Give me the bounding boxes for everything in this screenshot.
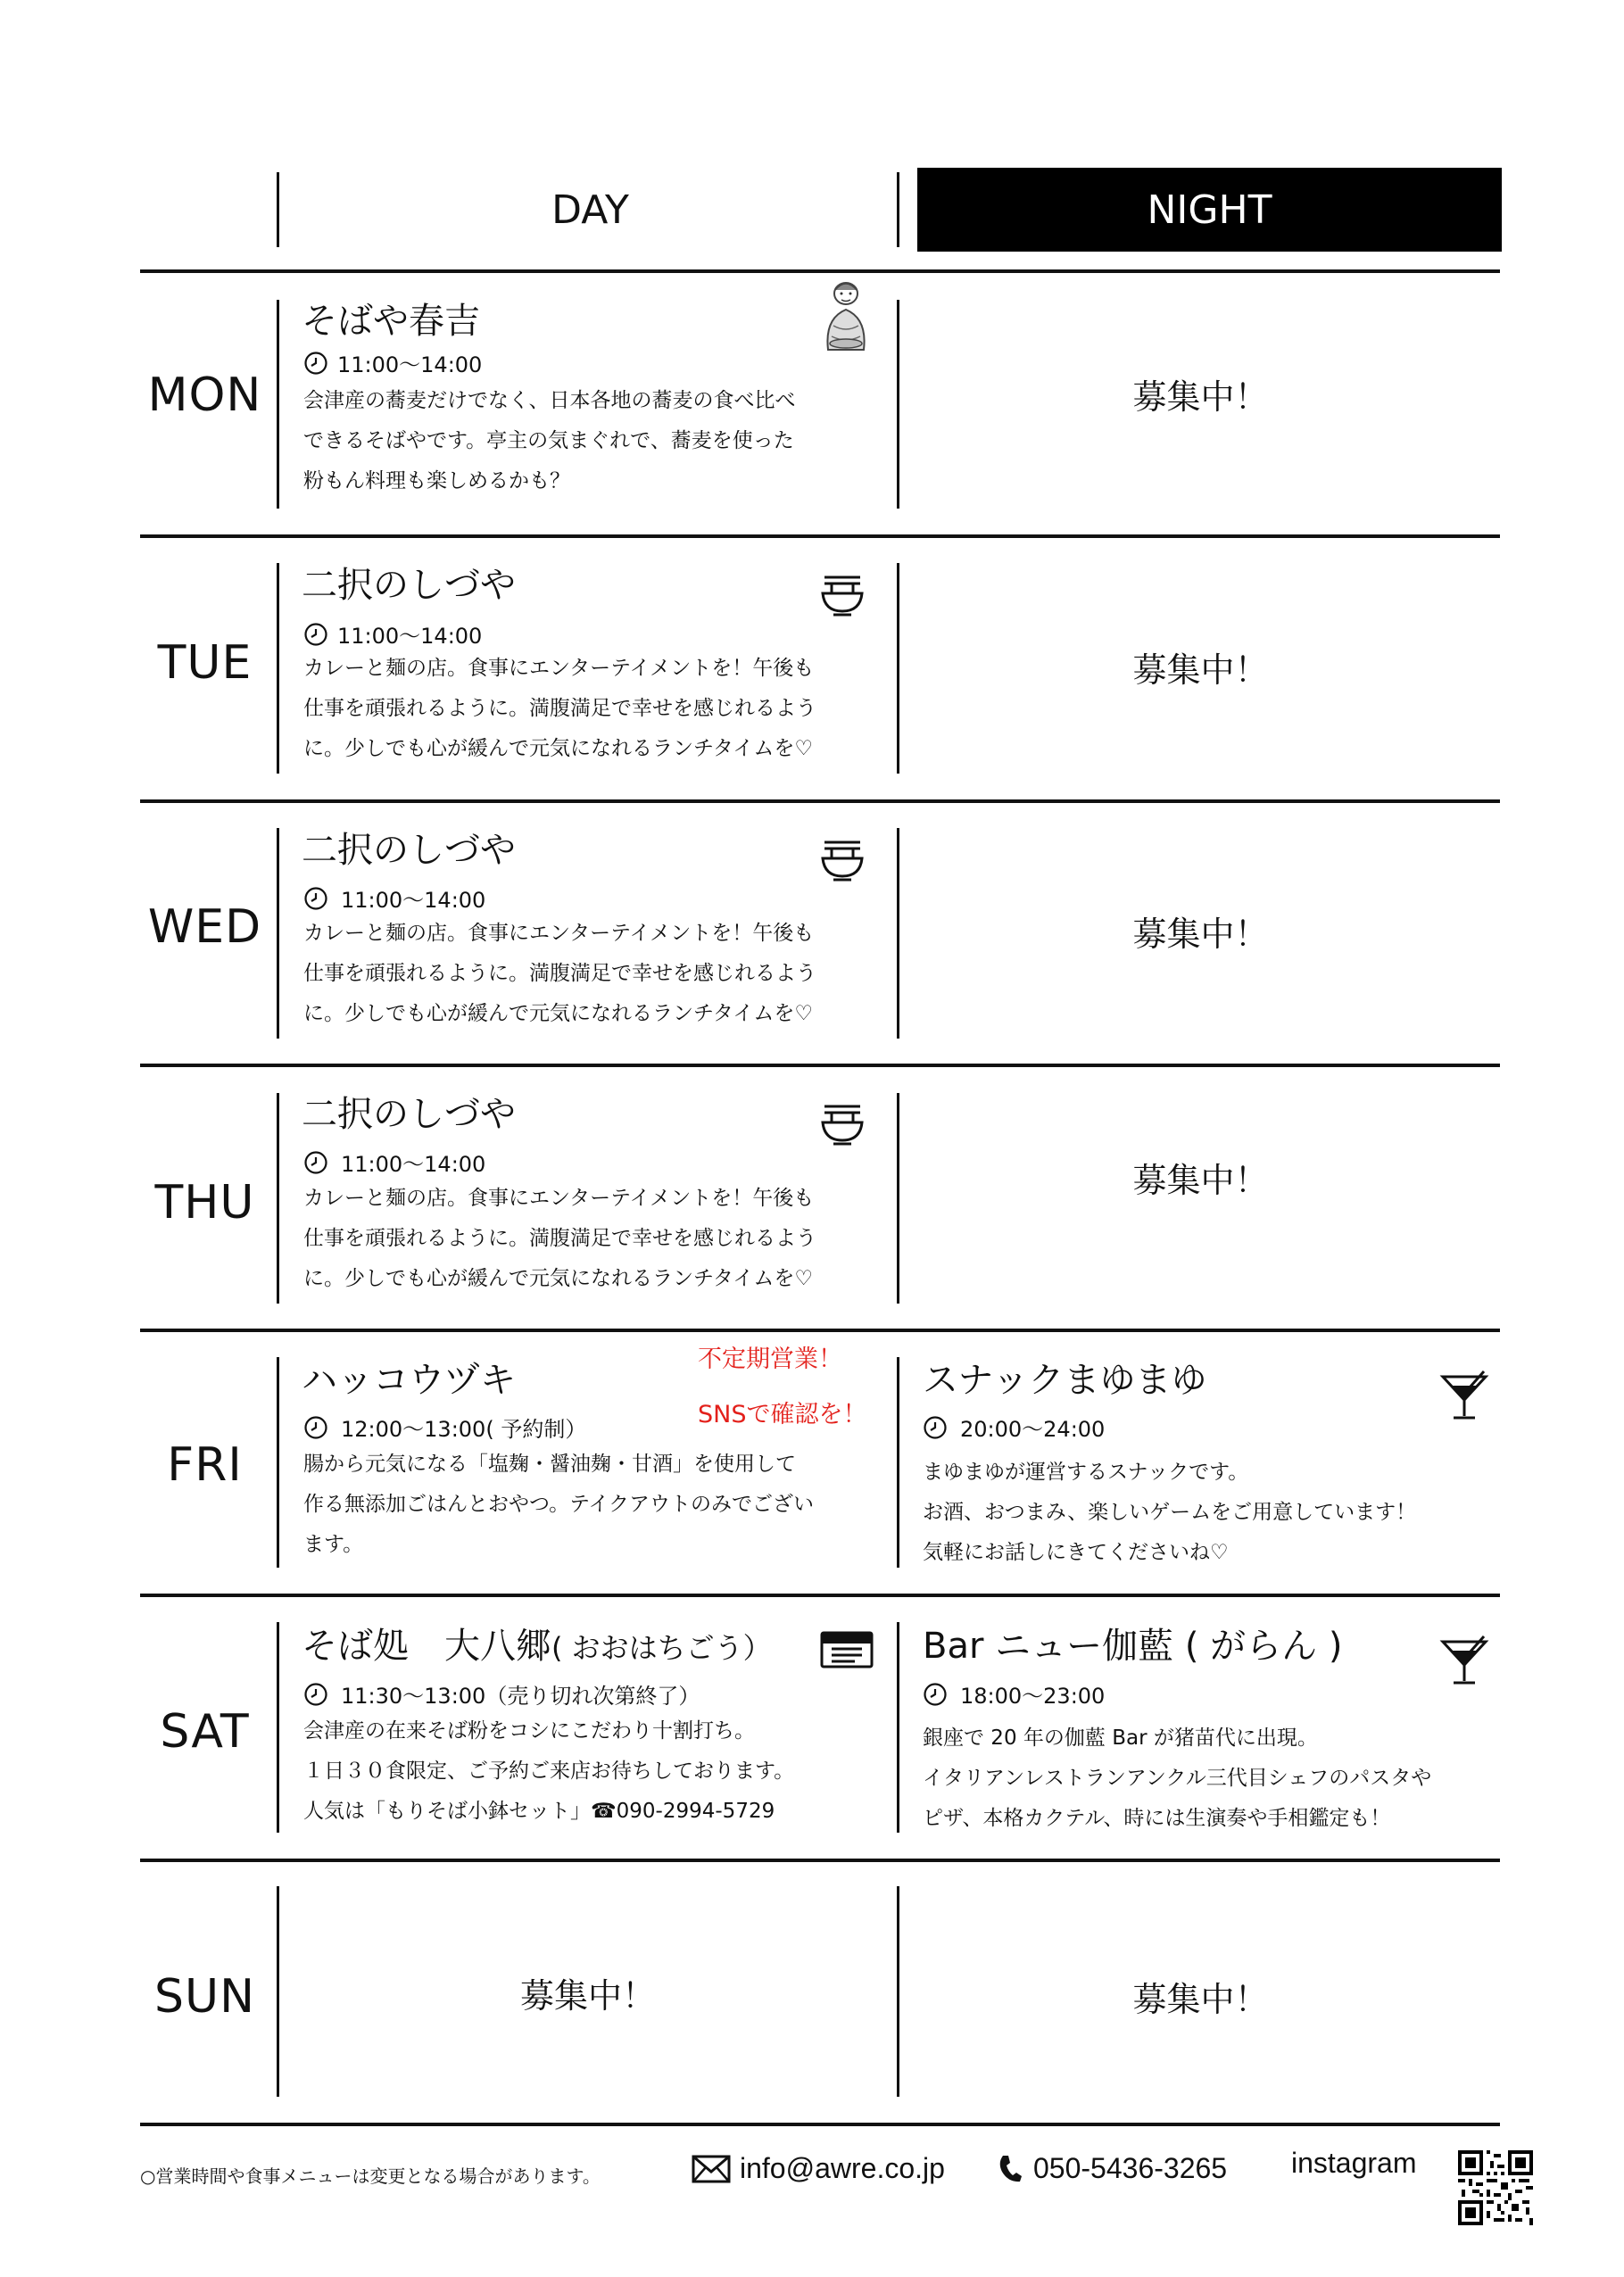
day-label-mon: MON [147, 368, 262, 422]
cocktail-icon [1439, 1635, 1489, 1686]
opening-time [303, 1678, 700, 1710]
header-day: DAY [551, 186, 629, 233]
opening-time [303, 347, 482, 378]
irregular-notice: 不定期営業！ [698, 1346, 842, 1373]
row-divider [140, 1064, 1500, 1067]
shop-description [303, 1445, 814, 1565]
instagram-label[interactable]: instagram [1291, 2147, 1417, 2179]
phone-text[interactable]: 050-5436-3265 [1033, 2152, 1228, 2184]
chef-portrait-icon [812, 274, 880, 354]
time-text: 11:00～14:00 [341, 888, 486, 913]
day-label-tue: TUE [157, 636, 253, 690]
soba-box-icon [819, 1629, 874, 1672]
description-line: カレーと麺の店。食事にエンターテイメントを！午後も [303, 657, 815, 680]
clock-icon [303, 1415, 328, 1440]
shop-description [303, 1179, 816, 1299]
header-divider-mid [897, 172, 899, 247]
night-shop-name: スナックまゆまゆ [923, 1360, 1207, 1401]
clock-icon [303, 886, 328, 911]
time-text: 20:00～24:00 [960, 1417, 1106, 1442]
row-divider [140, 1859, 1500, 1862]
row-divider [140, 534, 1500, 538]
qr-code-icon[interactable] [1458, 2150, 1533, 2225]
sns-notice: SNSで確認を！ [698, 1401, 867, 1428]
clock-icon [303, 351, 328, 376]
description-line: 人気は「もりそば小鉢セット」☎090-2994-5729 [303, 1800, 775, 1823]
shop-name: そばや春吉 [302, 301, 480, 342]
time-text: 11:00～14:00 [341, 1152, 486, 1177]
header-divider-left [277, 172, 279, 247]
opening-time [303, 1147, 485, 1178]
day-label-thu: THU [154, 1176, 255, 1230]
column-divider [277, 300, 279, 509]
recruiting-text: 募集中！ [519, 1976, 656, 2016]
night-opening-time [923, 1412, 1105, 1443]
shop-name: 二択のしづや [302, 830, 516, 871]
shop-description [303, 381, 796, 501]
noodle-bowl-icon [819, 837, 866, 883]
day-label-wed: WED [147, 900, 262, 954]
time-text: 11:00～14:00 [337, 624, 483, 649]
description-line: カレーと麺の店。食事にエンターテイメントを！午後も [303, 922, 815, 945]
shop-name-main: そば処 大八郷 [302, 1626, 551, 1667]
opening-time [303, 618, 482, 650]
shop-name: 二択のしづや [302, 1094, 516, 1135]
column-divider [277, 1357, 279, 1568]
column-divider [897, 1357, 899, 1568]
description-line: 仕事を頑張れるように。満腹満足で幸せを感じれるよう [303, 962, 816, 985]
night-opening-time [923, 1678, 1105, 1710]
description-line: 気軽にお話しにきてくださいね♡ [923, 1541, 1229, 1564]
time-text: 11:00～14:00 [337, 352, 483, 377]
opening-time [303, 1412, 586, 1443]
night-shop-description [923, 1453, 1416, 1573]
description-line: まゆまゆが運営するスナックです。 [923, 1461, 1249, 1484]
time-text: 18:00～23:00 [960, 1684, 1106, 1709]
shop-description [303, 649, 816, 769]
time-text: 11:30～13:00（売り切れ次第終了） [341, 1684, 700, 1709]
header-night: NIGHT [917, 168, 1502, 252]
day-label-sat: SAT [160, 1705, 250, 1759]
mail-icon [692, 2155, 731, 2183]
row-divider [140, 1329, 1500, 1332]
description-line: イタリアンレストランアンクル三代目シェフのパスタや [923, 1767, 1432, 1790]
footer-note: ○営業時間や食事メニューは変更となる場合があります。 [140, 2165, 601, 2187]
night-shop-description [923, 1718, 1431, 1839]
noodle-bowl-icon [819, 1101, 866, 1147]
recruiting-text: 募集中！ [1132, 650, 1269, 690]
description-line: ます。 [303, 1533, 364, 1556]
description-line: に。少しでも心が緩んで元気になれるランチタイムを♡ [303, 1002, 814, 1025]
email-text[interactable]: info@awre.co.jp [740, 2152, 945, 2184]
clock-icon [303, 622, 328, 647]
description-line: に。少しでも心が緩んで元気になれるランチタイムを♡ [303, 737, 814, 760]
description-line: 粉もん料理も楽しめるかも？ [303, 469, 570, 493]
description-line: に。少しでも心が緩んで元気になれるランチタイムを♡ [303, 1267, 814, 1290]
clock-icon [303, 1150, 328, 1175]
recruiting-text: 募集中！ [1132, 1980, 1269, 2019]
description-line: 作る無添加ごはんとおやつ。テイクアウトのみでござい [303, 1493, 815, 1516]
description-line: 腸から元気になる「塩麹・醤油麹・甘酒」を使用して [303, 1453, 796, 1476]
day-label-fri: FRI [167, 1438, 243, 1492]
row-divider [140, 2123, 1500, 2126]
column-divider [277, 828, 279, 1039]
opening-time [303, 882, 485, 914]
description-line: 会津産の在来そば粉をコシにこだわり十割打ち。 [303, 1719, 755, 1743]
shop-name-reading: ( おおはちごう） [551, 1631, 772, 1665]
description-line: できるそばやです。亭主の気まぐれで、蕎麦を使った [303, 429, 794, 452]
clock-icon [303, 1682, 328, 1707]
shop-name [302, 1618, 772, 1668]
noodle-bowl-icon [819, 572, 866, 618]
recruiting-text: 募集中！ [1132, 1161, 1269, 1200]
night-shop-name: Bar ニュー伽藍 ( がらん ) [923, 1626, 1343, 1667]
description-line: お酒、おつまみ、楽しいゲームをご用意しています！ [923, 1501, 1417, 1524]
shop-description [303, 914, 816, 1034]
time-text: 12:00～13:00( 予約制） [341, 1417, 587, 1442]
description-line: 会津産の蕎麦だけでなく、日本各地の蕎麦の食べ比べ [303, 389, 796, 412]
description-line: １日３０食限定、ご予約ご来店お待ちしております。 [303, 1760, 795, 1783]
column-divider [897, 1622, 899, 1833]
description-line: 仕事を頑張れるように。満腹満足で幸せを感じれるよう [303, 1227, 816, 1250]
row-divider [140, 269, 1500, 273]
phone-contact[interactable] [998, 2152, 1227, 2185]
column-divider [277, 1622, 279, 1833]
row-divider [140, 1594, 1500, 1597]
description-line: カレーと麺の店。食事にエンターテイメントを！午後も [303, 1187, 815, 1210]
clock-icon [923, 1415, 948, 1440]
description-line: ピザ、本格カクテル、時には生演奏や手相鑑定も！ [923, 1807, 1391, 1830]
shop-name: ハッコウヅキ [302, 1360, 516, 1401]
recruiting-text: 募集中！ [1132, 377, 1269, 417]
phone-icon [998, 2154, 1023, 2184]
recruiting-text: 募集中！ [1132, 915, 1269, 954]
email-contact[interactable] [692, 2152, 945, 2185]
column-divider [277, 1093, 279, 1304]
shop-name: 二択のしづや [302, 565, 516, 606]
column-divider [277, 563, 279, 774]
cocktail-icon [1439, 1370, 1489, 1421]
clock-icon [923, 1682, 948, 1707]
shop-description [303, 1711, 794, 1832]
description-line: 銀座で 20 年の伽藍 Bar が猪苗代に出現。 [923, 1726, 1318, 1750]
day-label-sun: SUN [154, 1970, 255, 2024]
row-divider [140, 799, 1500, 803]
description-line: 仕事を頑張れるように。満腹満足で幸せを感じれるよう [303, 697, 816, 720]
